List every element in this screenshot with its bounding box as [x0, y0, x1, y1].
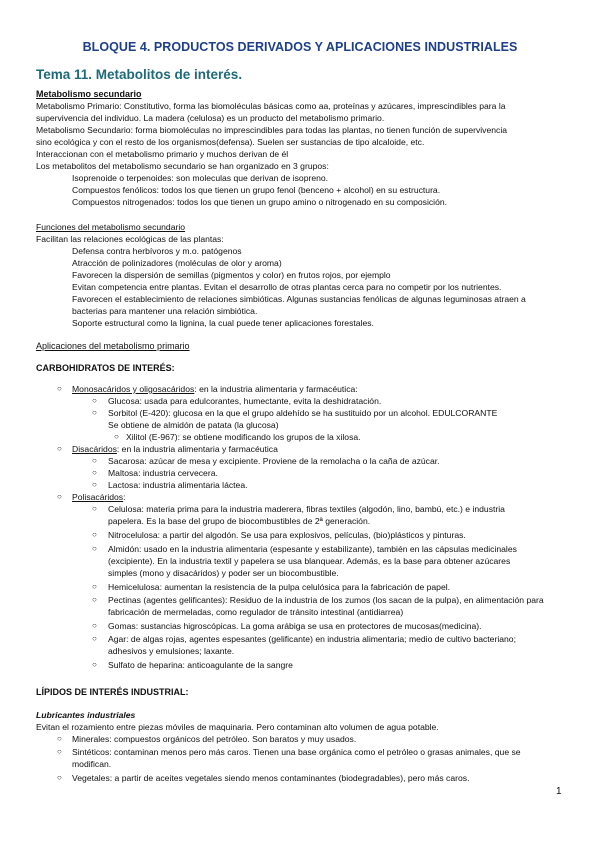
list-item: Maltosa: industria cervecera.: [108, 468, 218, 478]
circle-bullet-icon: ○: [57, 384, 62, 393]
paragraph-line: Metabolismo Secundario: forma biomoléculas no imprescindibles para todas las plantas, no tienen función de supervivencia: [36, 125, 508, 135]
circle-bullet-icon: ○: [92, 544, 97, 553]
list-item: Isoprenoide o terpenoides: son moleculas que derivan de isopreno.: [72, 173, 329, 183]
subsection-heading: CARBOHIDRATOS DE INTERÉS:: [36, 363, 175, 373]
list-item: Monosacáridos y oligosacáridos: en la industria alimentaria y farmacéutica:: [72, 384, 358, 394]
list-item: Celulosa: materia prima para la industria maderera, fibras textiles (algodón, lino, bambú, etc.) e industria: [108, 504, 505, 514]
paragraph-line: sino ecológica y con el resto de los organismos(defensa). Suelen ser sustancias de tipo alcaloide, etc.: [36, 137, 425, 147]
list-item: papelera. Es la base del grupo de biocombustibles de 2ª generación.: [108, 516, 371, 526]
list-item: Favorecen el establecimiento de relaciones simbióticas. Algunas sustancias fenólicas de algunas leguminosas atraen a: [72, 294, 526, 304]
list-item: Se obtiene de almidón de patata (la glucosa): [108, 420, 279, 430]
list-item: Hemicelulosa: aumentan la resistencia de la pulpa celulósica para la fabricación de papel.: [108, 582, 451, 592]
subsection-subheading: Lubricantes industriales: [36, 710, 136, 720]
circle-bullet-icon: ○: [92, 468, 97, 477]
list-item: Agar: de algas rojas, agentes espesantes (gelificante) en industria alimentaria; medio de cultivo bacteriano;: [108, 634, 516, 644]
list-item: Almidón: usado en la industria alimentaria (espesante y estabilizante), también en las cápsulas medicinales: [108, 544, 517, 554]
paragraph-line: supervivencia del individuo. La madera (celulosa) es un producto del metabolismo primario.: [36, 113, 385, 123]
list-item: (excipiente). En la industria textil y papelera se usa blanquear. Además, es la base para obtener azúcares: [108, 556, 511, 566]
circle-bullet-icon: ○: [57, 444, 62, 453]
circle-bullet-icon: ○: [92, 582, 97, 591]
list-item: Nitrocelulosa: a partir del algodón. Se usa para explosivos, películas, (bio)plásticos y pinturas.: [108, 530, 466, 540]
list-item: Lactosa: industria alimentaria láctea.: [108, 480, 248, 490]
subsection-heading: LÍPIDOS DE INTERÉS INDUSTRIAL:: [36, 687, 189, 697]
list-item: Compuestos nitrogenados: todos los que tienen un grupo amino o nitrogenado en su composición.: [72, 197, 448, 207]
section-heading: Funciones del metabolismo secundario: [36, 222, 186, 232]
paragraph-line: Interaccionan con el metabolismo primario y muchos derivan de él: [36, 149, 289, 159]
list-item: Pectinas (agentes gelificantes): Residuo de la industria de los zumos (los sacan de la pulpa), en alimentación para: [108, 595, 544, 605]
section-heading: Metabolismo secundario: [36, 89, 142, 99]
paragraph-line: Facilitan las relaciones ecológicas de las plantas:: [36, 234, 224, 244]
list-item: Vegetales: a partir de aceites vegetales siendo menos contaminantes (biodegradables), pero más caros.: [72, 773, 470, 783]
list-item: bacterias para mantener una relación simbiótica.: [72, 306, 258, 316]
circle-bullet-icon: ○: [92, 595, 97, 604]
list-item: adhesivos y emulsiones; laxante.: [108, 646, 235, 656]
list-item: Sorbitol (E-420): glucosa en la que el grupo aldehído se ha sustituido por un alcohol. EDULCORANTE: [108, 408, 498, 418]
circle-bullet-icon: ○: [92, 396, 97, 405]
list-item: Evitan competencia entre plantas. Evitan el desarrollo de otras plantas cerca para no competir por los nutrientes.: [72, 282, 502, 292]
circle-bullet-icon: ○: [57, 747, 62, 756]
circle-bullet-icon: ○: [92, 660, 97, 669]
circle-bullet-icon: ○: [57, 773, 62, 782]
list-item: Soporte estructural como la lignina, la cual puede tener aplicaciones forestales.: [72, 318, 374, 328]
list-item: Disacáridos: en la industria alimentaria y farmacéutica: [72, 444, 278, 454]
list-item: Sintéticos: contaminan menos pero más caros. Tienen una base orgánica como el petróleo o grasas animales, que se: [72, 747, 521, 757]
circle-bullet-icon: ○: [57, 492, 62, 501]
circle-bullet-icon: ○: [92, 408, 97, 417]
circle-bullet-icon: ○: [114, 432, 119, 441]
list-item: Favorecen la dispersión de semillas (pigmentos y color) en frutos rojos, por ejemplo: [72, 270, 391, 280]
list-item: Sulfato de heparina: anticoagulante de la sangre: [108, 660, 293, 670]
circle-bullet-icon: ○: [57, 734, 62, 743]
circle-bullet-icon: ○: [92, 634, 97, 643]
topic-heading: Tema 11. Metabolitos de interés.: [36, 67, 243, 82]
list-item: Polisacáridos:: [72, 492, 126, 502]
list-item: simples (mono y disacáridos) y poder ser un biocombustible.: [108, 568, 339, 578]
list-item: Minerales: compuestos orgánicos del petróleo. Son baratos y muy usados.: [72, 734, 357, 744]
paragraph-line: Evitan el rozamiento entre piezas móviles de maquinaria. Pero contaminan alto volumen de agua potable.: [36, 722, 439, 732]
section-heading: Aplicaciones del metabolismo primario: [36, 341, 190, 351]
page-number: 1: [556, 786, 562, 797]
paragraph-line: Metabolismo Primario: Constitutivo, forma las biomoléculas básicas como aa, proteínas y azúcares, imprescindibles para la: [36, 101, 506, 111]
circle-bullet-icon: ○: [92, 504, 97, 513]
list-item: Gomas: sustancias higroscópicas. La goma arábiga se usa en protectores de mucosas(medicina).: [108, 621, 482, 631]
circle-bullet-icon: ○: [92, 530, 97, 539]
list-item: Atracción de polinizadores (moléculas de olor y aroma): [72, 258, 282, 268]
list-item: Glucosa: usada para edulcorantes, humectante, evita la deshidratación.: [108, 396, 382, 406]
circle-bullet-icon: ○: [92, 456, 97, 465]
list-item: fabricación de mermeladas, como regulador de tránsito intestinal (antidiarrea): [108, 607, 404, 617]
paragraph-line: Los metabolitos del metabolismo secundario se han organizado en 3 grupos:: [36, 161, 329, 171]
list-item: Compuestos fenólicos: todos los que tienen un grupo fenol (benceno + alcohol) en su estructura.: [72, 185, 441, 195]
list-item: Defensa contra herbívoros y m.o. patógenos: [72, 246, 242, 256]
list-item: Sacarosa: azúcar de mesa y excipiente. Proviene de la remolacha o la caña de azúcar.: [108, 456, 440, 466]
list-item: modifican.: [72, 759, 112, 769]
circle-bullet-icon: ○: [92, 480, 97, 489]
list-item: Xilitol (E-967): se obtiene modificando los grupos de la xilosa.: [126, 432, 361, 442]
page-title: BLOQUE 4. PRODUCTOS DERIVADOS Y APLICACIONES INDUSTRIALES: [82, 40, 518, 54]
circle-bullet-icon: ○: [92, 621, 97, 630]
